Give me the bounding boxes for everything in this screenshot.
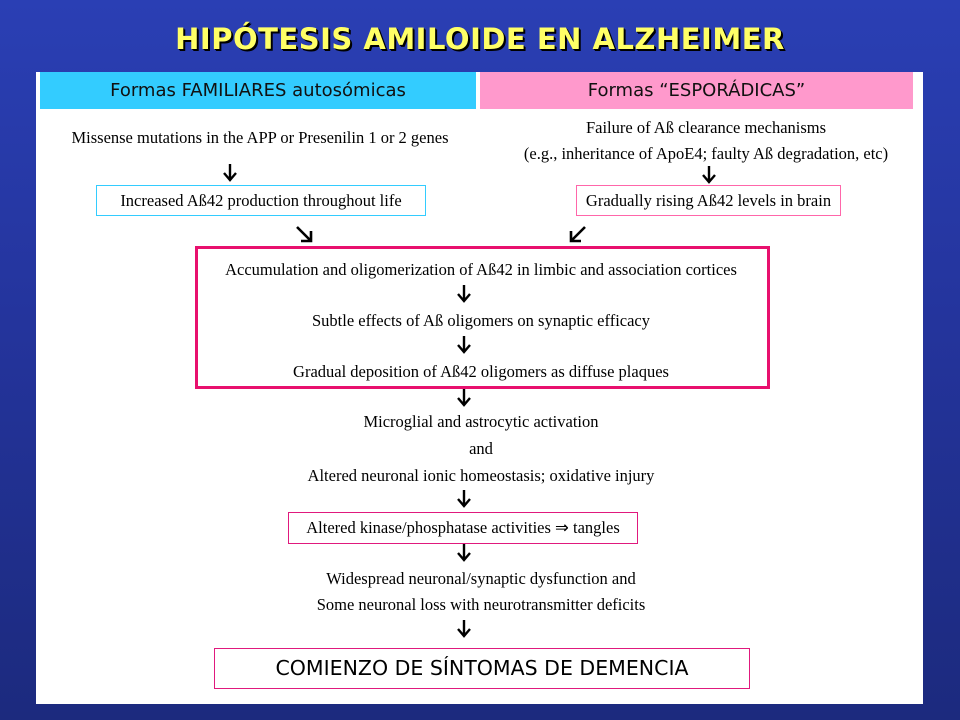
cascade-step-and: and <box>469 439 493 458</box>
arrow-down-left-icon <box>568 224 588 244</box>
familial-cause: Missense mutations in the APP or Presenilin 1 or 2 genes <box>71 128 449 147</box>
sporadic-cause-line1: Failure of Aß clearance mechanisms <box>585 118 827 137</box>
cascade-step-accumulation: Accumulation and oligomerization of Aß42 in limbic and association cortices <box>225 260 737 279</box>
arrow-down-icon <box>222 164 238 182</box>
familial-effect-box: Increased Aß42 production throughout life <box>96 185 426 216</box>
arrow-down-icon <box>456 336 472 354</box>
arrow-down-right-icon <box>294 224 314 244</box>
arrow-down-icon <box>456 544 472 562</box>
cascade-step-synaptic: Subtle effects of Aß oligomers on synaptic efficacy <box>311 311 650 330</box>
header-familial: Formas FAMILIARES autosómicas <box>40 72 476 109</box>
header-sporadic: Formas “ESPORÁDICAS” <box>480 72 913 109</box>
cascade-step-neuronal-loss: Some neuronal loss with neurotransmitter deficits <box>316 595 646 614</box>
cascade-step-ionic: Altered neuronal ionic homeostasis; oxidative injury <box>307 466 655 485</box>
arrow-down-icon <box>456 389 472 407</box>
cascade-step-dysfunction: Widespread neuronal/synaptic dysfunction and <box>326 569 636 588</box>
arrow-down-icon <box>456 620 472 638</box>
arrow-down-icon <box>701 166 717 184</box>
arrow-down-icon <box>456 490 472 508</box>
diagram-panel <box>36 72 923 704</box>
cascade-step-microglial: Microglial and astrocytic activation <box>363 412 599 431</box>
dementia-onset-box: COMIENZO DE SÍNTOMAS DE DEMENCIA <box>214 648 750 689</box>
slide-title: HIPÓTESIS AMILOIDE EN ALZHEIMER <box>175 22 785 56</box>
sporadic-cause-line2: (e.g., inheritance of ApoE4; faulty Aß degradation, etc) <box>523 144 889 163</box>
tangles-box: Altered kinase/phosphatase activities ⇒ tangles <box>288 512 638 544</box>
arrow-down-icon <box>456 285 472 303</box>
sporadic-effect-box: Gradually rising Aß42 levels in brain <box>576 185 841 216</box>
cascade-step-plaques: Gradual deposition of Aß42 oligomers as diffuse plaques <box>293 362 669 381</box>
